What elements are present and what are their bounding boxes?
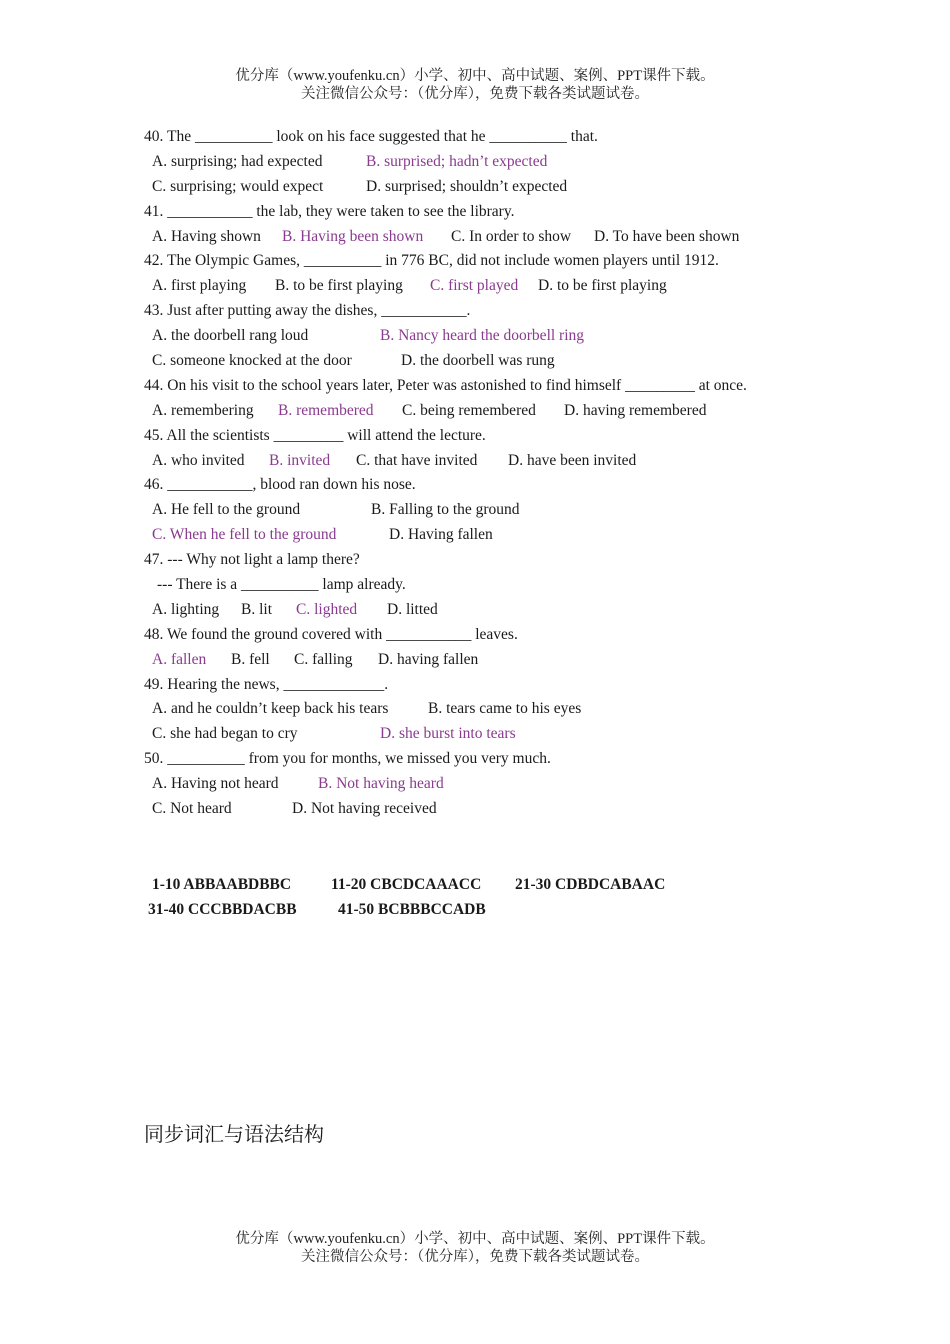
option-d: D. have been invited xyxy=(508,451,637,469)
option-a: A. first playing xyxy=(152,277,247,295)
option-a: A. fallen xyxy=(152,650,207,668)
question-49-stem xyxy=(144,673,824,698)
question-46-stem xyxy=(144,473,824,498)
option-b: B. Nancy heard the doorbell ring xyxy=(380,327,585,345)
question-46-options-row2 xyxy=(144,523,824,548)
option-b: B. Falling to the ground xyxy=(371,501,520,519)
answer-group: 11-20 CBCDCAAACC xyxy=(331,876,482,893)
question-43-options-row2 xyxy=(144,349,824,374)
option-b: B. invited xyxy=(269,451,331,469)
question-text: 40. The __________ look on his face suggested that he __________ that. xyxy=(144,128,598,145)
option-a: A. surprising; had expected xyxy=(152,152,323,170)
question-text: 43. Just after putting away the dishes, ___________. xyxy=(144,302,471,320)
option-d: D. the doorbell was rung xyxy=(401,352,555,370)
question-41-stem xyxy=(144,200,824,225)
question-text: 44. On his visit to the school years later, Peter was astonished to find himself _________ at once. xyxy=(144,376,747,394)
option-c: C. that have invited xyxy=(356,451,478,469)
option-b: B. to be first playing xyxy=(275,277,403,295)
option-c: C. being remembered xyxy=(402,401,536,419)
option-c: C. falling xyxy=(294,650,353,668)
question-44-options xyxy=(144,399,824,424)
option-b: B. Having been shown xyxy=(282,227,424,245)
question-40-options-row1 xyxy=(144,150,824,175)
option-a: A. Having not heard xyxy=(152,775,279,793)
question-49-options-row2 xyxy=(144,722,824,747)
header-line-2: 关注微信公众号：（优分库），免费下载各类试题试卷。 xyxy=(301,86,649,102)
answer-group: 1-10 ABBAABDBBC xyxy=(152,876,292,893)
option-d: D. To have been shown xyxy=(594,227,740,245)
option-a: A. remembering xyxy=(152,401,254,419)
option-c: C. In order to show xyxy=(451,227,572,245)
answer-group: 21-30 CDBDCABAAC xyxy=(515,876,666,893)
question-text: 47. --- Why not light a lamp there? xyxy=(144,551,360,569)
option-b: B. Not having heard xyxy=(318,775,444,793)
question-47-options xyxy=(144,598,824,623)
answer-group: 41-50 BCBBBCCADB xyxy=(338,901,486,918)
option-a: A. the doorbell rang loud xyxy=(152,327,309,345)
question-48-options xyxy=(144,648,824,673)
option-c: C. Not heard xyxy=(152,800,232,818)
option-d: D. surprised; shouldn’t expected xyxy=(366,177,568,195)
question-text: 41. ___________ the lab, they were taken to see the library. xyxy=(144,202,515,220)
page-header xyxy=(0,67,950,103)
question-47-stem xyxy=(144,548,824,573)
question-text: 50. __________ from you for months, we missed you very much. xyxy=(144,750,551,768)
question-list xyxy=(144,125,824,822)
option-a: A. and he couldn’t keep back his tears xyxy=(152,700,389,718)
option-b: B. fell xyxy=(231,650,270,668)
question-text: --- There is a __________ lamp already. xyxy=(157,576,406,594)
question-text: 46. ___________, blood ran down his nose. xyxy=(144,476,416,494)
option-a: A. who invited xyxy=(152,451,245,469)
question-50-stem xyxy=(144,747,824,772)
question-text: 49. Hearing the news, _____________. xyxy=(144,675,389,693)
question-46-options-row1 xyxy=(144,498,824,523)
question-50-options-row2 xyxy=(144,797,824,822)
option-c: C. lighted xyxy=(296,600,358,618)
option-c: C. someone knocked at the door xyxy=(152,352,352,370)
option-a: A. He fell to the ground xyxy=(152,501,301,519)
option-b: B. remembered xyxy=(278,401,374,419)
option-c: C. When he fell to the ground xyxy=(152,526,337,544)
page-footer xyxy=(0,1230,950,1266)
footer-line-2: 关注微信公众号：（优分库），免费下载各类试题试卷。 xyxy=(301,1249,649,1265)
question-49-options-row1 xyxy=(144,697,824,722)
question-50-options-row1 xyxy=(144,772,824,797)
option-a: A. Having shown xyxy=(152,227,261,245)
option-d: D. litted xyxy=(387,600,438,618)
question-text: 48. We found the ground covered with ___________ leaves. xyxy=(144,625,518,643)
question-47-stem-2 xyxy=(144,573,824,598)
question-42-options xyxy=(144,274,824,299)
option-c: C. first played xyxy=(430,277,519,295)
answer-group: 31-40 CCCBBDACBB xyxy=(148,901,297,918)
header-line-1: 优分库（www.youfenku.cn）小学、初中、高中试题、案例、PPT课件下载。 xyxy=(235,68,715,84)
question-text: 45. All the scientists _________ will attend the lecture. xyxy=(144,426,486,444)
option-a: A. lighting xyxy=(152,600,220,618)
option-d: D. she burst into tears xyxy=(380,725,516,743)
option-c: C. surprising; would expect xyxy=(152,177,324,195)
option-d: D. to be first playing xyxy=(538,277,667,295)
option-b: B. lit xyxy=(241,600,273,618)
section-title: 同步词汇与语法结构 xyxy=(144,1122,324,1146)
question-45-options xyxy=(144,449,824,474)
option-d: D. Not having received xyxy=(292,800,437,818)
footer-line-1: 优分库（www.youfenku.cn）小学、初中、高中试题、案例、PPT课件下载。 xyxy=(235,1231,715,1247)
question-41-options xyxy=(144,225,824,250)
question-42-stem xyxy=(144,249,824,274)
option-d: D. having fallen xyxy=(378,650,479,668)
option-b: B. tears came to his eyes xyxy=(428,700,582,718)
question-44-stem xyxy=(144,374,824,399)
question-48-stem xyxy=(144,623,824,648)
question-40-options-row2 xyxy=(144,175,824,200)
question-43-options-row1 xyxy=(144,324,824,349)
option-c: C. she had began to cry xyxy=(152,725,298,743)
option-d: D. Having fallen xyxy=(389,526,493,544)
option-d: D. having remembered xyxy=(564,401,707,419)
option-b: B. surprised; hadn’t expected xyxy=(366,152,548,170)
question-40-stem xyxy=(144,125,824,150)
question-text: 42. The Olympic Games, __________ in 776 BC, did not include women players until 1912. xyxy=(144,252,719,270)
question-43-stem xyxy=(144,299,824,324)
question-45-stem xyxy=(144,424,824,449)
